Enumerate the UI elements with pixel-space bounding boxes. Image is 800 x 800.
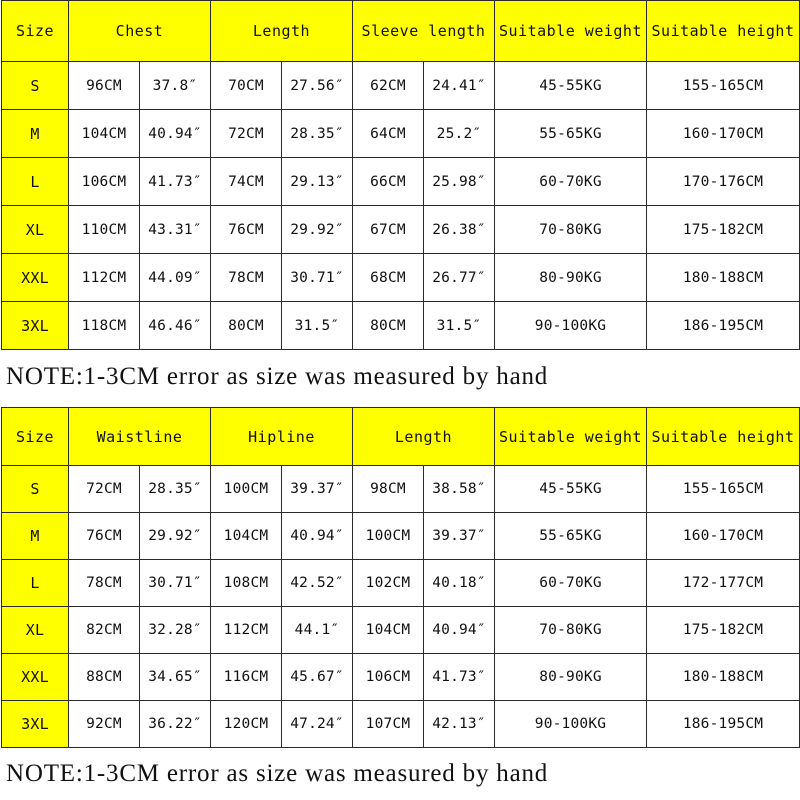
- measure-cm-cell: 62CM: [353, 62, 424, 110]
- size-cell: 3XL: [2, 701, 69, 748]
- measure-inch-cell: 24.41″: [424, 62, 495, 110]
- measure-cm-cell: 104CM: [69, 110, 140, 158]
- measure-cm-cell: 80CM: [353, 302, 424, 350]
- measure-cm-cell: 78CM: [211, 254, 282, 302]
- measure-inch-cell: 44.09″: [140, 254, 211, 302]
- table-row: [2, 513, 800, 560]
- measure-inch-cell: 31.5″: [282, 302, 353, 350]
- column-header: Suitable weight: [495, 1, 647, 62]
- measure-cm-cell: 110CM: [69, 206, 140, 254]
- measure-inch-cell: 42.52″: [282, 560, 353, 607]
- measure-cm-cell: 78CM: [69, 560, 140, 607]
- measure-cm-cell: 66CM: [353, 158, 424, 206]
- measure-cm-cell: 88CM: [69, 654, 140, 701]
- height-cell: 180-188CM: [647, 254, 800, 302]
- measure-cm-cell: 68CM: [353, 254, 424, 302]
- height-cell: 175-182CM: [647, 607, 800, 654]
- size-cell: M: [2, 513, 69, 560]
- measure-inch-cell: 40.94″: [282, 513, 353, 560]
- column-header: Waistline: [69, 408, 211, 466]
- column-header: Sleeve length: [353, 1, 495, 62]
- weight-cell: 45-55KG: [495, 62, 647, 110]
- header-row: [2, 408, 800, 466]
- weight-cell: 70-80KG: [495, 607, 647, 654]
- column-header: Length: [211, 1, 353, 62]
- measure-cm-cell: 106CM: [69, 158, 140, 206]
- measure-inch-cell: 31.5″: [424, 302, 495, 350]
- measure-inch-cell: 47.24″: [282, 701, 353, 748]
- size-cell: XL: [2, 607, 69, 654]
- measure-cm-cell: 96CM: [69, 62, 140, 110]
- weight-cell: 60-70KG: [495, 560, 647, 607]
- measure-cm-cell: 106CM: [353, 654, 424, 701]
- size-cell: L: [2, 560, 69, 607]
- measure-inch-cell: 39.37″: [282, 466, 353, 513]
- height-cell: 186-195CM: [647, 701, 800, 748]
- measure-cm-cell: 100CM: [353, 513, 424, 560]
- table-row: [2, 607, 800, 654]
- measure-cm-cell: 98CM: [353, 466, 424, 513]
- size-cell: M: [2, 110, 69, 158]
- weight-cell: 80-90KG: [495, 654, 647, 701]
- height-cell: 155-165CM: [647, 466, 800, 513]
- measure-cm-cell: 116CM: [211, 654, 282, 701]
- measure-cm-cell: 80CM: [211, 302, 282, 350]
- bottom-size-table: [1, 407, 800, 748]
- measure-cm-cell: 108CM: [211, 560, 282, 607]
- measure-cm-cell: 118CM: [69, 302, 140, 350]
- table-row: [2, 466, 800, 513]
- table-row: [2, 654, 800, 701]
- header-row: [2, 1, 800, 62]
- measure-cm-cell: 70CM: [211, 62, 282, 110]
- column-header: Suitable height: [647, 1, 800, 62]
- measure-inch-cell: 40.94″: [424, 607, 495, 654]
- measure-inch-cell: 46.46″: [140, 302, 211, 350]
- measure-inch-cell: 34.65″: [140, 654, 211, 701]
- column-header: Suitable height: [647, 408, 800, 466]
- measure-cm-cell: 82CM: [69, 607, 140, 654]
- measure-inch-cell: 42.13″: [424, 701, 495, 748]
- size-cell: XXL: [2, 654, 69, 701]
- height-cell: 172-177CM: [647, 560, 800, 607]
- measure-cm-cell: 112CM: [211, 607, 282, 654]
- measure-inch-cell: 40.18″: [424, 560, 495, 607]
- column-header: Size: [2, 408, 69, 466]
- table-row: [2, 62, 800, 110]
- chart-divider: [0, 400, 800, 407]
- measure-cm-cell: 76CM: [69, 513, 140, 560]
- measure-inch-cell: 29.92″: [282, 206, 353, 254]
- weight-cell: 70-80KG: [495, 206, 647, 254]
- column-header: Suitable weight: [495, 408, 647, 466]
- measure-inch-cell: 36.22″: [140, 701, 211, 748]
- table-row: [2, 206, 800, 254]
- measure-cm-cell: 72CM: [69, 466, 140, 513]
- measure-inch-cell: 29.92″: [140, 513, 211, 560]
- measure-cm-cell: 64CM: [353, 110, 424, 158]
- measure-cm-cell: 102CM: [353, 560, 424, 607]
- height-cell: 175-182CM: [647, 206, 800, 254]
- measure-inch-cell: 39.37″: [424, 513, 495, 560]
- table-row: [2, 701, 800, 748]
- measure-inch-cell: 29.13″: [282, 158, 353, 206]
- column-header: Chest: [69, 1, 211, 62]
- table-row: [2, 158, 800, 206]
- measure-inch-cell: 41.73″: [140, 158, 211, 206]
- size-cell: L: [2, 158, 69, 206]
- measure-inch-cell: 28.35″: [140, 466, 211, 513]
- measure-cm-cell: 92CM: [69, 701, 140, 748]
- measure-inch-cell: 41.73″: [424, 654, 495, 701]
- measure-inch-cell: 27.56″: [282, 62, 353, 110]
- measure-inch-cell: 40.94″: [140, 110, 211, 158]
- measure-cm-cell: 100CM: [211, 466, 282, 513]
- size-cell: S: [2, 62, 69, 110]
- measure-cm-cell: 67CM: [353, 206, 424, 254]
- measure-cm-cell: 107CM: [353, 701, 424, 748]
- table-row: [2, 560, 800, 607]
- measure-cm-cell: 120CM: [211, 701, 282, 748]
- weight-cell: 55-65KG: [495, 110, 647, 158]
- weight-cell: 90-100KG: [495, 302, 647, 350]
- measure-inch-cell: 26.38″: [424, 206, 495, 254]
- measure-inch-cell: 44.1″: [282, 607, 353, 654]
- column-header: Length: [353, 408, 495, 466]
- height-cell: 155-165CM: [647, 62, 800, 110]
- measure-inch-cell: 26.77″: [424, 254, 495, 302]
- measure-cm-cell: 112CM: [69, 254, 140, 302]
- measure-inch-cell: 28.35″: [282, 110, 353, 158]
- measure-inch-cell: 30.71″: [282, 254, 353, 302]
- measurement-note: NOTE:1-3CM error as size was measured by hand: [6, 760, 549, 787]
- table-row: [2, 254, 800, 302]
- top-size-table: [1, 0, 800, 350]
- size-cell: S: [2, 466, 69, 513]
- measure-inch-cell: 30.71″: [140, 560, 211, 607]
- measure-cm-cell: 104CM: [353, 607, 424, 654]
- measure-cm-cell: 72CM: [211, 110, 282, 158]
- table-row: [2, 302, 800, 350]
- measure-inch-cell: 37.8″: [140, 62, 211, 110]
- weight-cell: 90-100KG: [495, 701, 647, 748]
- table-row: [2, 110, 800, 158]
- measure-cm-cell: 74CM: [211, 158, 282, 206]
- size-cell: XL: [2, 206, 69, 254]
- height-cell: 160-170CM: [647, 513, 800, 560]
- measurement-note: NOTE:1-3CM error as size was measured by hand: [0, 350, 800, 401]
- measure-inch-cell: 25.2″: [424, 110, 495, 158]
- bottom-size-chart: [0, 407, 800, 796]
- measure-inch-cell: 45.67″: [282, 654, 353, 701]
- size-cell: XXL: [2, 254, 69, 302]
- weight-cell: 60-70KG: [495, 158, 647, 206]
- measure-cm-cell: 76CM: [211, 206, 282, 254]
- column-header: Size: [2, 1, 69, 62]
- height-cell: 170-176CM: [647, 158, 800, 206]
- weight-cell: 80-90KG: [495, 254, 647, 302]
- height-cell: 160-170CM: [647, 110, 800, 158]
- measure-inch-cell: 43.31″: [140, 206, 211, 254]
- measure-inch-cell: 38.58″: [424, 466, 495, 513]
- weight-cell: 55-65KG: [495, 513, 647, 560]
- weight-cell: 45-55KG: [495, 466, 647, 513]
- measure-inch-cell: 32.28″: [140, 607, 211, 654]
- measure-cm-cell: 104CM: [211, 513, 282, 560]
- column-header: Hipline: [211, 408, 353, 466]
- height-cell: 186-195CM: [647, 302, 800, 350]
- measure-inch-cell: 25.98″: [424, 158, 495, 206]
- size-cell: 3XL: [2, 302, 69, 350]
- height-cell: 180-188CM: [647, 654, 800, 701]
